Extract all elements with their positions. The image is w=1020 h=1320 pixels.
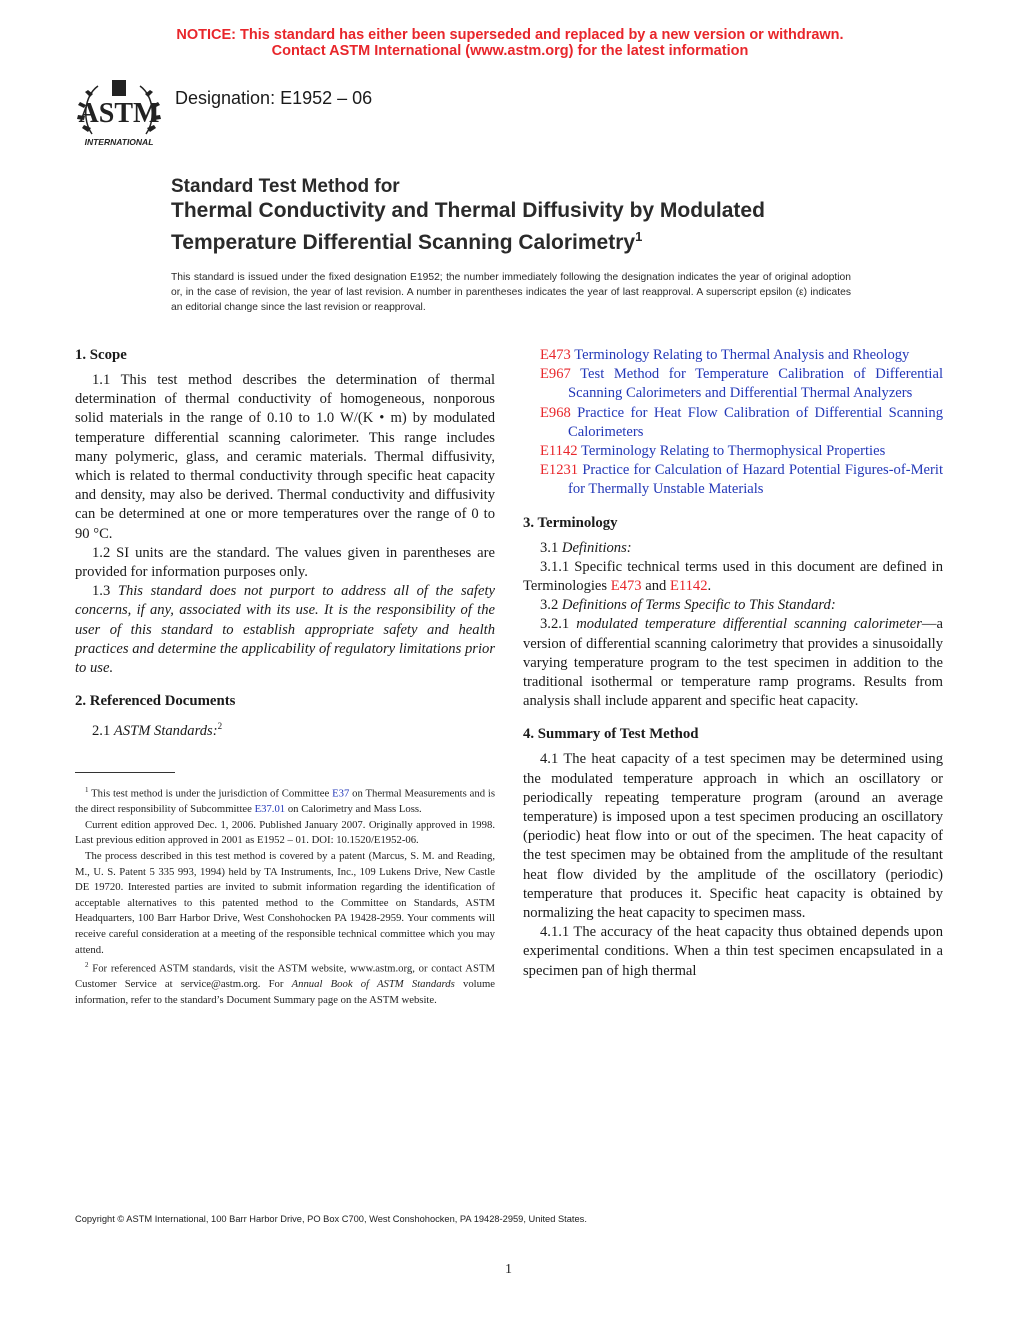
link-e37-01[interactable]: E37.01 [254,803,286,816]
summary-heading: 4. Summary of Test Method [523,726,699,743]
terminology-3-2-1 [523,615,943,711]
withdrawn-notice [0,27,1020,59]
standard-title[interactable]: Practice for Heat Flow Calibration of Differential Scanning Calorimeters [568,404,943,440]
footnote-1-patent: The process described in this test method is covered by a patent (Marcus, S. M. and Reading, M., U. S. Patent 5 335 993, 1994) held by TA Instruments, Inc., 109 Lukens Drive, New Castle DE 19720. Interested parties are invited to submit information regarding the identification of acceptable alternatives to this patented method to the Committee on Standards, ASTM Headquarters, 100 Barr Harbor Drive, West Conshohocken PA 19428-2959. Your comments will receive careful consideration at a meeting of the responsible technical committee which you may attend. [75,849,495,956]
terminology-3-1-num: 3.1 [540,539,559,556]
title-footnote-mark: 1 [635,229,643,244]
standard-code[interactable]: E1231 [540,462,579,479]
referenced-standards-list [523,346,943,500]
standard-title[interactable]: Practice for Calculation of Hazard Potential Figures-of-Merit for Thermally Unstable Materials [568,462,943,498]
footnote-1-text-c: on Calorimetry and Mass Loss. [287,803,422,816]
refdocs-2-1-sup: 2 [217,721,223,732]
footnote-2-text-a: For referenced ASTM standards, visit the ASTM website, www.astm.org, or contact ASTM Customer Service at service@astm.org. For [75,962,495,991]
summary-4-1-1: 4.1.1 The accuracy of the heat capacity thus obtained depends upon experimental conditions. When a thin test specimen encapsulated in a specimen pan of high thermal [523,924,943,979]
scope-1-2: 1.2 SI units are the standard. The values given in parentheses are provided for information purposes only. [75,544,495,581]
referenced-standard-e1142[interactable] [540,442,943,461]
terminology-3-1-text: Definitions: [561,539,632,556]
scope-heading: 1. Scope [75,347,127,363]
logo-letters: ASTM [78,98,160,129]
scope-1-3-text: This standard does not purport to address all of the safety concerns, if any, associated with its use. It is the responsibility of the user of this standard to establish appropriate safety and health practices and determine the applicability of regulatory limitations prior to use. [75,583,495,677]
terminology-3-1 [523,539,943,558]
link-e473[interactable]: E473 [610,578,642,595]
logo-wordmark: INTERNATIONAL [84,137,154,147]
footnote-2-mark: 2 [85,961,89,970]
standard-title[interactable]: Terminology Relating to Thermal Analysis and Rheology [574,347,910,363]
title-line-2 [171,224,871,256]
standard-code[interactable]: E968 [540,404,571,421]
footnote-2-book-title: Annual Book of ASTM Standards [291,978,455,991]
notice-line-2: Contact ASTM International (www.astm.org) for the latest information [271,43,749,59]
refdocs-2-1-text: ASTM Standards: [113,723,218,740]
left-column [75,346,495,741]
referenced-standard-e473[interactable] [540,346,943,365]
title-prefix: Standard Test Method for [171,176,400,197]
standard-code[interactable]: E967 [540,366,571,383]
scope-1-3-num: 1.3 [92,583,111,600]
issuance-statement: This standard is issued under the fixed designation E1952; the number immediately following the designation indicates the year of original adoption or, in the case of revision, the year of last revision. A number in parentheses indicates the year of last reapproval. A superscript epsilon (ε) indicates an editorial change since the last revision or reapproval. [171,272,851,313]
designation: Designation: E1952 – 06 [175,88,373,108]
terminology-3-2-1-num: 3.2.1 [540,616,570,633]
astm-logo [76,76,162,148]
refdocs-2-1-num: 2.1 [92,723,111,740]
footnote-rule [75,772,175,773]
scope-1-1: 1.1 This test method describes the determination of thermal determination of thermal conductivity of homogeneous, nonporous solid materials in the range of 0.10 to 1.0 W/(K • m) by modulated temperature differential scanning calorimeter. This range includes many polymeric, glass, and ceramic materials. Thermal diffusivity, which is related to thermal conductivity through specific heat capacity and density, may also be derived. Thermal conductivity and diffusivity can be determined at one or more temperatures over the range of 0 to 90 °C. [75,372,495,542]
title-line-2-text: Temperature Differential Scanning Calorimetry [171,231,636,254]
terminology-3-1-1 [523,558,943,596]
terminology-3-2-text: Definitions of Terms Specific to This Standard: [561,597,836,614]
link-e1142[interactable]: E1142 [669,578,708,595]
footnote-1-text-a: This test method is under the jurisdiction of Committee [91,787,330,800]
footnotes [75,772,495,1008]
terminology-3-1-1-and: and [645,578,667,595]
copyright: Copyright © ASTM International, 100 Barr Harbor Drive, PO Box C700, West Conshohocken, PA 19428-2959, United States. [75,1214,587,1224]
document-title [171,175,871,256]
terminology-3-2 [523,596,943,615]
terminology-heading: 3. Terminology [523,514,618,531]
term-mtdsc: modulated temperature differential scanning calorimeter [576,616,922,633]
referenced-standard-e967[interactable] [540,365,943,403]
standard-title[interactable]: Test Method for Temperature Calibration of Differential Scanning Calorimeters and Differential Thermal Analyzers [568,366,944,402]
footnote-1-text-b: on Thermal Measurements and is the direct responsibility of Subcommittee [75,787,496,816]
referenced-standard-e1231[interactable] [540,461,943,499]
footnote-2 [75,958,495,1008]
standard-code[interactable]: E1142 [540,443,578,460]
terminology-3-1-1-text: 3.1.1 Specific technical terms used in this document are defined in Terminologies [523,558,943,595]
standard-title[interactable]: Terminology Relating to Thermophysical Properties [580,443,886,460]
notice-line-1: NOTICE: This standard has either been superseded and replaced by a new version or withdrawn. [176,27,844,43]
footnote-2-text-b: volume information, refer to the standard’s Document Summary page on the ASTM website. [75,978,496,1006]
referenced-standard-e968[interactable] [540,404,943,442]
footnote-1 [75,783,495,818]
right-column [523,346,943,981]
terminology-3-2-1-text: —a version of differential scanning calorimetry that provides a sinusoidally varying temperature program to the test specimen in addition to the traditional isothermal or temperature ramp programs. Results from analysis shall include apparent and specific heat capacity. [523,616,943,710]
terminology-3-2-num: 3.2 [540,597,559,614]
footnote-1-mark: 1 [85,786,89,794]
standard-code[interactable]: E473 [540,347,571,363]
page-number: 1 [505,1262,512,1277]
scope-1-3 [75,582,495,678]
terminology-3-1-1-end: . [707,578,712,595]
link-e37[interactable]: E37 [332,787,350,800]
refdocs-2-1 [75,717,495,741]
title-line-1: Thermal Conductivity and Thermal Diffusivity by Modulated [171,199,765,222]
summary-4-1: 4.1 The heat capacity of a test specimen may be determined using the modulated temperature approach in which an oscillatory or periodically repeating temperature program (around an average temperature) is imposed upon a test specimen producing an oscillatory (periodic) heat flow into or out of the specimen. The heat capacity of the test specimen may be obtained from the amplitude of the resultant heat flow divided by the amplitude of the oscillatory (periodic) temperature that produces it. Specific heat capacity is obtained by normalizing the heat capacity to specimen mass. [523,751,943,922]
refdocs-heading: 2. Referenced Documents [75,693,236,710]
footnote-1-edition: Current edition approved Dec. 1, 2006. Published January 2007. Originally approved in 1998. Last previous edition approved in 2001 as E1952 – 01. DOI: 10.1520/E1952-06. [75,818,495,847]
